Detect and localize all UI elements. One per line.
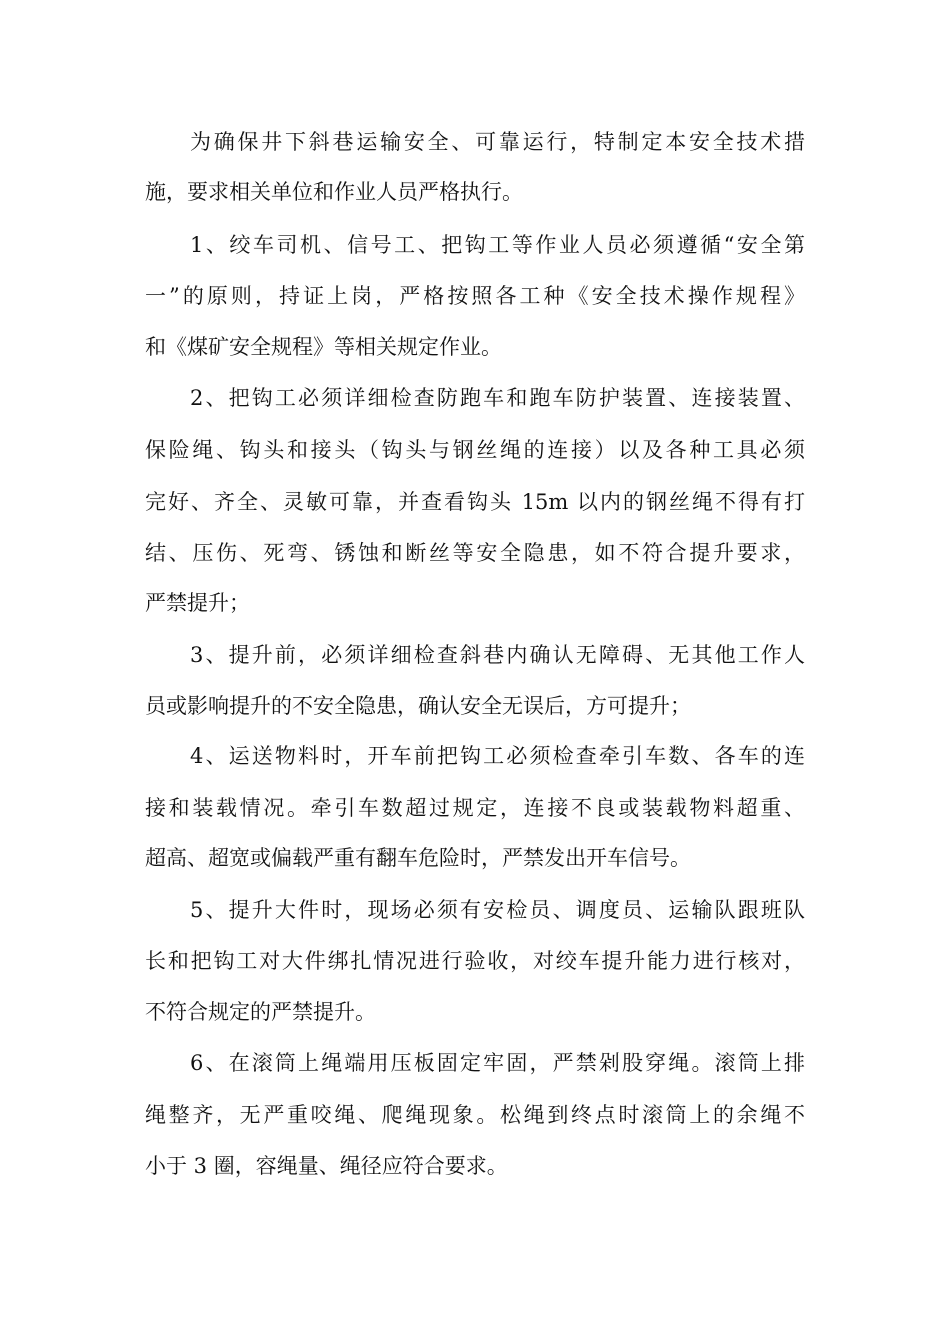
paragraph-line: 超高、超宽或偏载严重有翻车危险时，严禁发出开车信号。 <box>145 846 691 870</box>
paragraph-line: 员或影响提升的不安全隐患，确认安全无误后，方可提升； <box>145 694 691 718</box>
paragraph-line: 接和装载情况。牵引车数超过规定，连接不良或装载物料超重、 <box>145 796 805 820</box>
paragraph-line: 3、提升前，必须详细检查斜巷内确认无障碍、无其他工作人 <box>190 643 805 667</box>
paragraph-line: 保险绳、钩头和接头（钩头与钢丝绳的连接）以及各种工具必须 <box>145 438 805 462</box>
paragraph-line: 和《煤矿安全规程》等相关规定作业。 <box>145 335 502 359</box>
paragraph-line: 结、压伤、死弯、锈蚀和断丝等安全隐患，如不符合提升要求， <box>145 541 805 565</box>
paragraph-line: 4、运送物料时，开车前把钩工必须检查牵引车数、各车的连 <box>190 744 805 768</box>
paragraph-line: 6、在滚筒上绳端用压板固定牢固，严禁剁股穿绳。滚筒上排 <box>190 1051 805 1075</box>
paragraph-line: 为确保井下斜巷运输安全、可靠运行，特制定本安全技术措 <box>190 130 805 154</box>
paragraph-line: 绳整齐，无严重咬绳、爬绳现象。松绳到终点时滚筒上的余绳不 <box>145 1103 805 1127</box>
paragraph-line: 施，要求相关单位和作业人员严格执行。 <box>145 180 523 204</box>
paragraph-line: 小于 3 圈，容绳量、绳径应符合要求。 <box>145 1154 508 1178</box>
paragraph-line: 完好、齐全、灵敏可靠，并查看钩头 15m 以内的钢丝绳不得有打 <box>145 490 805 514</box>
paragraph-line: 严禁提升； <box>145 591 250 615</box>
paragraph-line: 长和把钩工对大件绑扎情况进行验收，对绞车提升能力进行核对， <box>145 949 805 973</box>
paragraph-line: 不符合规定的严禁提升。 <box>145 1000 376 1024</box>
paragraph-line: 5、提升大件时，现场必须有安检员、调度员、运输队跟班队 <box>190 898 805 922</box>
paragraph-line: 2、把钩工必须详细检查防跑车和跑车防护装置、连接装置、 <box>190 386 805 410</box>
paragraph-line: 1、绞车司机、信号工、把钩工等作业人员必须遵循“安全第 <box>190 233 805 257</box>
paragraph-line: 一”的原则，持证上岗，严格按照各工种《安全技术操作规程》 <box>145 284 805 308</box>
